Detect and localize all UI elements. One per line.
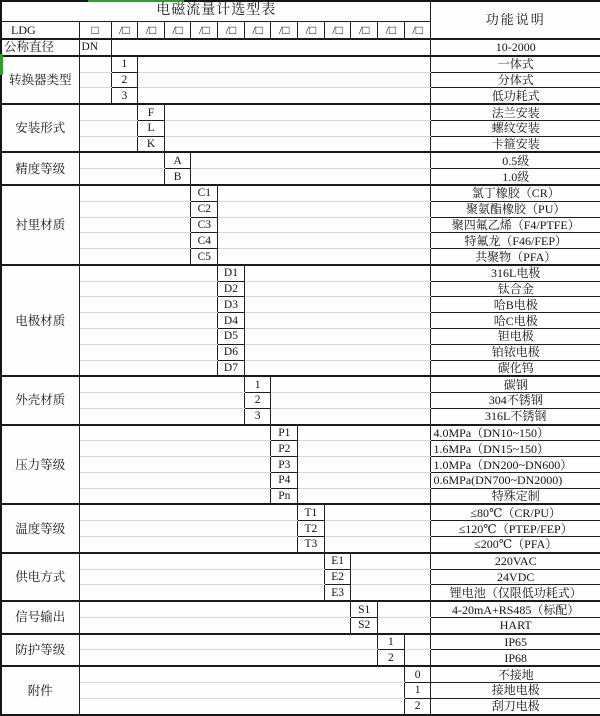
- value-cell-electrode-material-D7: 碳化钨: [431, 360, 600, 376]
- spacer-cell: [79, 601, 351, 617]
- value-cell-pressure-rating-P1: 4.0MPa（DN10~150）: [431, 425, 600, 441]
- spacer-cell: [244, 344, 431, 360]
- value-cell-accuracy-class-A: 0.5级: [431, 152, 600, 168]
- code-cell-protection-rating-2: 2: [378, 650, 405, 666]
- code-cell-electrode-material-D7: D7: [218, 360, 245, 376]
- code-placeholder-box: /□: [164, 21, 191, 39]
- spacer-cell: [111, 39, 431, 56]
- spacer-cell: [79, 344, 218, 360]
- code-cell-nominal-diameter-DN: DN: [79, 39, 111, 56]
- scan-artifact: [0, 54, 3, 75]
- code-cell-electrode-material-D6: D6: [218, 344, 245, 360]
- code-placeholder-box: □: [79, 21, 111, 39]
- code-cell-signal-output-S1: S1: [351, 601, 378, 617]
- spacer-cell: [138, 56, 431, 72]
- value-cell-protection-rating-2: IP68: [431, 650, 600, 666]
- spacer-cell: [79, 441, 271, 457]
- spacer-cell: [351, 585, 431, 601]
- code-cell-housing-material-2: 2: [244, 393, 271, 409]
- spacer-cell: [79, 425, 271, 441]
- spacer-cell: [79, 249, 191, 265]
- value-cell-lining-material-C2: 聚氨酯橡胶（PU）: [431, 201, 600, 217]
- code-cell-power-supply-E1: E1: [324, 553, 351, 569]
- spacer-cell: [218, 233, 431, 249]
- value-cell-electrode-material-D5: 钽电极: [431, 328, 600, 344]
- value-cell-temperature-rating-T1: ≤80℃（CR/PU）: [431, 504, 600, 520]
- spacer-cell: [378, 601, 431, 617]
- spacer-cell: [164, 104, 431, 120]
- value-cell-lining-material-C4: 特氟龙（F46/FEP）: [431, 233, 600, 249]
- spacer-cell: [298, 472, 431, 488]
- value-cell-lining-material-C5: 共聚物（PFA）: [431, 249, 600, 265]
- spacer-cell: [191, 152, 431, 168]
- spacer-cell: [79, 521, 298, 537]
- spacer-cell: [218, 249, 431, 265]
- spacer-cell: [298, 457, 431, 473]
- spacer-cell: [138, 88, 431, 104]
- code-cell-lining-material-C4: C4: [191, 233, 218, 249]
- spacer-cell: [79, 313, 218, 329]
- code-cell-pressure-rating-P3: P3: [271, 457, 298, 473]
- spacer-cell: [324, 537, 431, 553]
- section-label-temperature-rating: 温度等级: [1, 504, 79, 552]
- scan-artifact: [88, 0, 184, 2]
- section-label-accessories: 附件: [1, 666, 79, 715]
- value-cell-signal-output-S1: 4-20mA+RS485（标配）: [431, 601, 600, 617]
- spacer-cell: [79, 683, 404, 699]
- code-cell-housing-material-3: 3: [244, 408, 271, 424]
- code-cell-electrode-material-D2: D2: [218, 281, 245, 297]
- spacer-cell: [79, 360, 218, 376]
- value-cell-electrode-material-D2: 钛合金: [431, 281, 600, 297]
- code-placeholder-box: /□: [111, 21, 138, 39]
- code-placeholder-box: /□: [298, 21, 325, 39]
- code-cell-temperature-rating-T2: T2: [298, 521, 325, 537]
- section-label-power-supply: 供电方式: [1, 553, 79, 601]
- value-cell-electrode-material-D4: 哈C电极: [431, 313, 600, 329]
- spacer-cell: [244, 313, 431, 329]
- section-label-pressure-rating: 压力等级: [1, 425, 79, 505]
- spacer-cell: [79, 650, 378, 666]
- spacer-cell: [79, 56, 111, 72]
- model-prefix-cell: LDG: [1, 21, 79, 39]
- spacer-cell: [298, 425, 431, 441]
- code-cell-accessories-0: 0: [404, 666, 431, 682]
- value-cell-converter-type-2: 分体式: [431, 72, 600, 88]
- value-cell-housing-material-2: 304不锈钢: [431, 393, 600, 409]
- value-cell-pressure-rating-P3: 1.0MPa（DN200~DN600）: [431, 457, 600, 473]
- spacer-cell: [271, 408, 431, 424]
- spacer-cell: [244, 297, 431, 313]
- code-cell-signal-output-S2: S2: [351, 617, 378, 633]
- value-cell-accessories-1: 接地电极: [431, 683, 600, 699]
- code-cell-installation-type-L: L: [138, 120, 165, 136]
- spacer-cell: [244, 281, 431, 297]
- spacer-cell: [271, 376, 431, 392]
- section-label-protection-rating: 防护等级: [1, 634, 79, 667]
- value-cell-temperature-rating-T2: ≤120℃（PTEP/FEP）: [431, 521, 600, 537]
- section-label-accuracy-class: 精度等级: [1, 152, 79, 185]
- value-cell-electrode-material-D3: 哈B电极: [431, 297, 600, 313]
- spacer-cell: [79, 537, 298, 553]
- spacer-cell: [79, 72, 111, 88]
- spacer-cell: [164, 136, 431, 152]
- value-cell-nominal-diameter-DN: 10-2000: [431, 39, 600, 56]
- section-label-lining-material: 衬里材质: [1, 185, 79, 265]
- value-cell-lining-material-C3: 聚四氟乙烯（F4/PTFE）: [431, 217, 600, 233]
- code-cell-pressure-rating-P1: P1: [271, 425, 298, 441]
- value-cell-signal-output-S2: HART: [431, 617, 600, 633]
- value-cell-accessories-2: 刮刀电极: [431, 698, 600, 715]
- spacer-cell: [298, 488, 431, 504]
- spacer-cell: [79, 666, 404, 682]
- code-placeholder-box: /□: [378, 21, 405, 39]
- code-cell-converter-type-1: 1: [111, 56, 138, 72]
- spacer-cell: [79, 393, 244, 409]
- section-label-electrode-material: 电极材质: [1, 265, 79, 376]
- spacer-cell: [164, 120, 431, 136]
- spacer-cell: [79, 472, 271, 488]
- spacer-cell: [324, 504, 431, 520]
- code-cell-accuracy-class-A: A: [164, 152, 191, 168]
- spacer-cell: [79, 152, 164, 168]
- spacer-cell: [378, 617, 431, 633]
- function-description-header: 功能说明: [431, 1, 600, 39]
- spacer-cell: [351, 569, 431, 585]
- value-cell-installation-type-K: 卡箍安装: [431, 136, 600, 152]
- code-cell-protection-rating-1: 1: [378, 634, 405, 650]
- value-cell-accessories-0: 不接地: [431, 666, 600, 682]
- spacer-cell: [79, 104, 138, 120]
- value-cell-installation-type-F: 法兰安装: [431, 104, 600, 120]
- value-cell-housing-material-3: 316L不锈钢: [431, 408, 600, 424]
- spacer-cell: [79, 488, 271, 504]
- spacer-cell: [79, 169, 164, 185]
- spacer-cell: [244, 328, 431, 344]
- spacer-cell: [271, 393, 431, 409]
- value-cell-pressure-rating-P2: 1.6MPa（DN15~150）: [431, 441, 600, 457]
- spacer-cell: [79, 88, 111, 104]
- value-cell-installation-type-L: 螺纹安装: [431, 120, 600, 136]
- code-cell-electrode-material-D1: D1: [218, 265, 245, 281]
- section-label-installation-type: 安装形式: [1, 104, 79, 152]
- code-cell-lining-material-C3: C3: [191, 217, 218, 233]
- spacer-cell: [244, 265, 431, 281]
- spacer-cell: [79, 328, 218, 344]
- code-cell-power-supply-E2: E2: [324, 569, 351, 585]
- spacer-cell: [79, 201, 191, 217]
- spacer-cell: [79, 376, 244, 392]
- spacer-cell: [79, 233, 191, 249]
- code-cell-pressure-rating-P4: P4: [271, 472, 298, 488]
- spacer-cell: [79, 217, 191, 233]
- section-label-converter-type: 转换器类型: [1, 56, 79, 104]
- spacer-cell: [218, 185, 431, 201]
- spacer-cell: [218, 201, 431, 217]
- code-placeholder-box: /□: [218, 21, 245, 39]
- code-cell-electrode-material-D4: D4: [218, 313, 245, 329]
- value-cell-pressure-rating-Pn: 特殊定制: [431, 488, 600, 504]
- spacer-cell: [79, 569, 324, 585]
- section-label-nominal-diameter: 公称直径: [1, 39, 79, 56]
- value-cell-protection-rating-1: IP65: [431, 634, 600, 650]
- spacer-cell: [79, 265, 218, 281]
- code-cell-electrode-material-D5: D5: [218, 328, 245, 344]
- spacer-cell: [79, 120, 138, 136]
- spacer-cell: [79, 698, 404, 715]
- spacer-cell: [244, 360, 431, 376]
- code-cell-pressure-rating-P2: P2: [271, 441, 298, 457]
- code-placeholder-box: /□: [324, 21, 351, 39]
- code-cell-temperature-rating-T1: T1: [298, 504, 325, 520]
- spacer-cell: [404, 634, 431, 650]
- code-cell-lining-material-C1: C1: [191, 185, 218, 201]
- code-cell-temperature-rating-T3: T3: [298, 537, 325, 553]
- value-cell-accuracy-class-B: 1.0级: [431, 169, 600, 185]
- code-cell-accessories-2: 2: [404, 698, 431, 715]
- value-cell-converter-type-3: 低功耗式: [431, 88, 600, 104]
- spacer-cell: [79, 553, 324, 569]
- code-cell-converter-type-2: 2: [111, 72, 138, 88]
- value-cell-power-supply-E2: 24VDC: [431, 569, 600, 585]
- code-placeholder-box: /□: [351, 21, 378, 39]
- table-title: 电磁流量计选型表: [1, 1, 431, 21]
- code-cell-electrode-material-D3: D3: [218, 297, 245, 313]
- spacer-cell: [79, 504, 298, 520]
- value-cell-electrode-material-D1: 316L电极: [431, 265, 600, 281]
- spacer-cell: [79, 617, 351, 633]
- code-cell-installation-type-F: F: [138, 104, 165, 120]
- value-cell-converter-type-1: 一体式: [431, 56, 600, 72]
- code-placeholder-box: /□: [404, 21, 431, 39]
- section-label-housing-material: 外壳材质: [1, 376, 79, 424]
- spacer-cell: [79, 408, 244, 424]
- value-cell-lining-material-C1: 氯丁橡胶（CR）: [431, 185, 600, 201]
- code-cell-converter-type-3: 3: [111, 88, 138, 104]
- code-cell-accuracy-class-B: B: [164, 169, 191, 185]
- code-cell-housing-material-1: 1: [244, 376, 271, 392]
- section-label-signal-output: 信号输出: [1, 601, 79, 634]
- code-placeholder-box: /□: [244, 21, 271, 39]
- code-placeholder-box: /□: [271, 21, 298, 39]
- spacer-cell: [218, 217, 431, 233]
- spacer-cell: [79, 281, 218, 297]
- value-cell-temperature-rating-T3: ≤200℃（PFA）: [431, 537, 600, 553]
- spacer-cell: [79, 297, 218, 313]
- spacer-cell: [351, 553, 431, 569]
- spacer-cell: [79, 136, 138, 152]
- code-cell-accessories-1: 1: [404, 683, 431, 699]
- code-cell-power-supply-E3: E3: [324, 585, 351, 601]
- spacer-cell: [79, 457, 271, 473]
- spacer-cell: [298, 441, 431, 457]
- spacer-cell: [404, 650, 431, 666]
- code-placeholder-box: /□: [191, 21, 218, 39]
- spacer-cell: [138, 72, 431, 88]
- code-cell-installation-type-K: K: [138, 136, 165, 152]
- spacer-cell: [191, 169, 431, 185]
- value-cell-power-supply-E3: 锂电池（仅限低功耗式）: [431, 585, 600, 601]
- code-cell-pressure-rating-Pn: Pn: [271, 488, 298, 504]
- code-cell-lining-material-C2: C2: [191, 201, 218, 217]
- spacer-cell: [324, 521, 431, 537]
- code-cell-lining-material-C5: C5: [191, 249, 218, 265]
- value-cell-pressure-rating-P4: 0.6MPa(DN700~DN2000): [431, 472, 600, 488]
- value-cell-housing-material-1: 碳钢: [431, 376, 600, 392]
- spacer-cell: [79, 634, 378, 650]
- value-cell-electrode-material-D6: 铂铱电极: [431, 344, 600, 360]
- code-placeholder-box: /□: [138, 21, 165, 39]
- value-cell-power-supply-E1: 220VAC: [431, 553, 600, 569]
- spacer-cell: [79, 185, 191, 201]
- spacer-cell: [79, 585, 324, 601]
